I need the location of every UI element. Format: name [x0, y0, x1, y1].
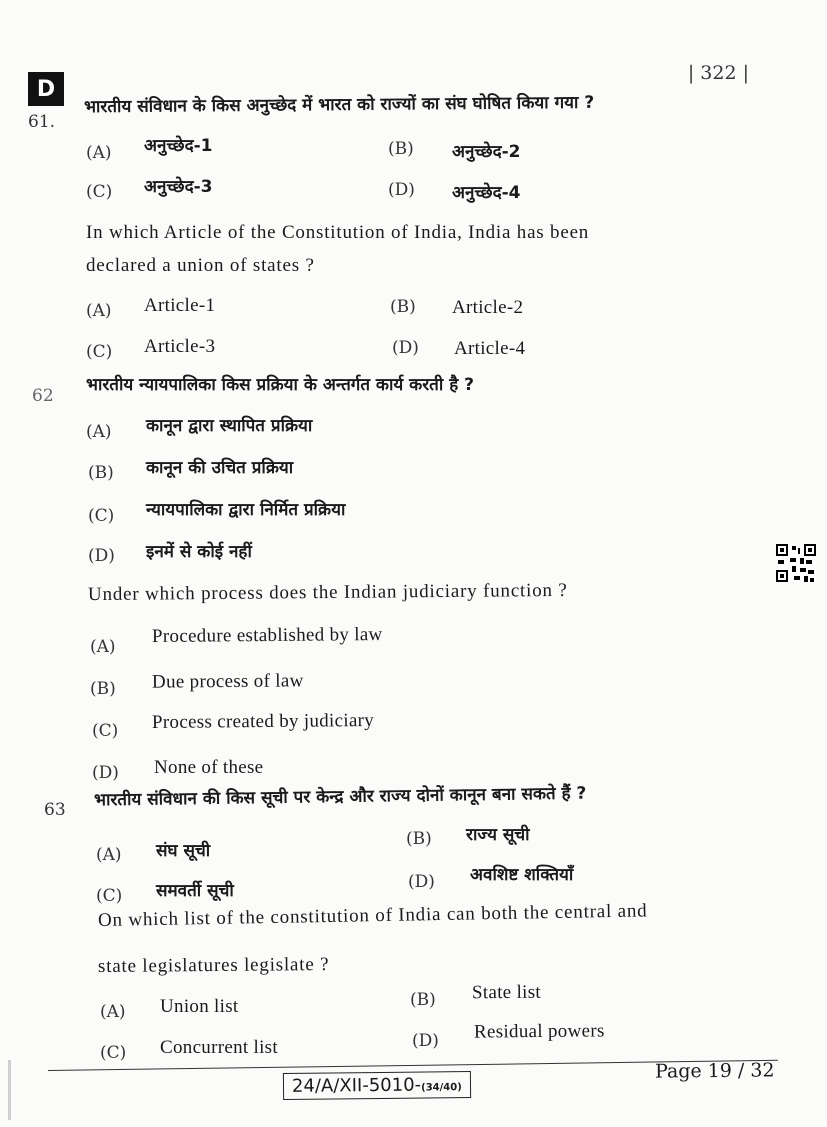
q63-english-option-c: Concurrent list [160, 1037, 278, 1058]
q61-english-option-b: Article-2 [452, 297, 524, 318]
q63-english-option-d-label: (D) [412, 1031, 439, 1051]
footer-page-number: Page 19 / 32 [654, 1059, 775, 1083]
q61-hindi-option-b: अनुच्छेद-2 [452, 142, 521, 162]
q62-english-option-d: None of these [154, 757, 264, 778]
q62-hindi-option-a-label: (A) [86, 422, 112, 442]
q63-english-question-line2: state legislatures legislate ? [97, 953, 330, 978]
q62-hindi-option-c: न्यायपालिका द्वारा निर्मित प्रक्रिया [146, 500, 346, 520]
q61-hindi-option-a: अनुच्छेद-1 [144, 136, 213, 156]
q62-hindi-option-c-label: (C) [88, 506, 115, 526]
q61-english-option-a: Article-1 [144, 295, 216, 316]
q63-english-option-b-label: (B) [410, 990, 436, 1010]
q62-hindi-option-d-label: (D) [88, 546, 115, 566]
q61-hindi-option-c-label: (C) [86, 182, 113, 202]
q63-english-option-a-label: (A) [100, 1002, 126, 1022]
q61-english-question-line1: In which Article of the Constitution of India, India has been [86, 222, 590, 243]
q62-hindi-question: भारतीय न्यायपालिका किस प्रक्रिया के अन्तर्गत कार्य करती है ? [86, 375, 474, 395]
q62-english-option-a: Procedure established by law [151, 623, 383, 648]
q61-hindi-option-c: अनुच्छेद-3 [144, 177, 213, 197]
paper-code-suffix: (34/40) [421, 1082, 462, 1094]
q61-english-option-c-label: (C) [86, 342, 113, 362]
q62-english-option-c-label: (C) [92, 721, 119, 741]
q61-english-option-d-label: (D) [392, 338, 419, 358]
question-number-61: 61. [28, 112, 56, 132]
q63-english-option-c-label: (C) [100, 1043, 127, 1063]
q61-hindi-option-a-label: (A) [86, 143, 112, 163]
paper-code [283, 1071, 471, 1100]
q61-hindi-question: भारतीय संविधान के किस अनुच्छेद में भारत को राज्यों का संघ घोषित किया गया ? [83, 92, 595, 118]
q63-english-question-line1: On which list of the constitution of India can both the central and [97, 900, 648, 931]
q63-hindi-option-c-label: (C) [96, 886, 123, 906]
q62-english-option-c: Process created by judiciary [151, 710, 375, 733]
q63-hindi-option-b: राज्य सूची [466, 825, 530, 845]
q63-english-option-b: State list [471, 981, 542, 1004]
q63-hindi-option-b-label: (B) [406, 829, 432, 849]
q62-english-option-b-label: (B) [90, 679, 116, 699]
q62-english-option-a-label: (A) [90, 637, 116, 657]
q61-hindi-option-d: अनुच्छेद-4 [452, 183, 521, 203]
q61-english-question-line2: declared a union of states ? [86, 255, 315, 276]
question-number-62: 62 [32, 386, 54, 406]
q61-english-option-b-label: (B) [390, 297, 416, 317]
q62-hindi-option-a: कानून द्वारा स्थापित प्रक्रिया [146, 416, 313, 436]
q62-english-option-b: Due process of law [151, 670, 304, 693]
q61-english-option-d: Article-4 [454, 338, 526, 359]
q62-hindi-option-b-label: (B) [88, 463, 114, 483]
q63-hindi-option-d-label: (D) [408, 872, 435, 892]
q61-english-option-c: Article-3 [144, 336, 216, 357]
q62-english-question: Under which process does the Indian judiciary function ? [87, 579, 568, 606]
q63-hindi-option-a-label: (A) [96, 845, 122, 865]
q62-english-option-d-label: (D) [92, 763, 119, 783]
q63-hindi-option-a: संघ सूची [156, 841, 211, 861]
qr-code-icon [776, 544, 816, 582]
q61-english-option-a-label: (A) [86, 301, 112, 321]
paper-code-main: 24/A/XII-5010- [291, 1074, 422, 1097]
q63-hindi-option-c: समवर्ती सूची [156, 881, 234, 901]
section-badge: D [28, 72, 64, 106]
q63-hindi-question: भारतीय संविधान की किस सूची पर केन्द्र और राज्य दोनों कानून बना सकते हैं ? [93, 783, 587, 811]
q61-hindi-option-b-label: (B) [388, 139, 414, 159]
q63-english-option-d: Residual powers [473, 1020, 605, 1043]
q62-hindi-option-b: कानून की उचित प्रक्रिया [146, 458, 294, 478]
scan-edge-shadow [8, 1060, 11, 1120]
q63-english-option-a: Union list [160, 996, 239, 1017]
q62-hindi-option-d: इनमें से कोई नहीं [146, 542, 252, 562]
question-number-63: 63 [44, 800, 66, 820]
q61-hindi-option-d-label: (D) [388, 180, 415, 200]
q63-hindi-option-d: अवशिष्ट शक्तियाँ [470, 865, 574, 885]
page-number: | 322 | [687, 62, 749, 84]
